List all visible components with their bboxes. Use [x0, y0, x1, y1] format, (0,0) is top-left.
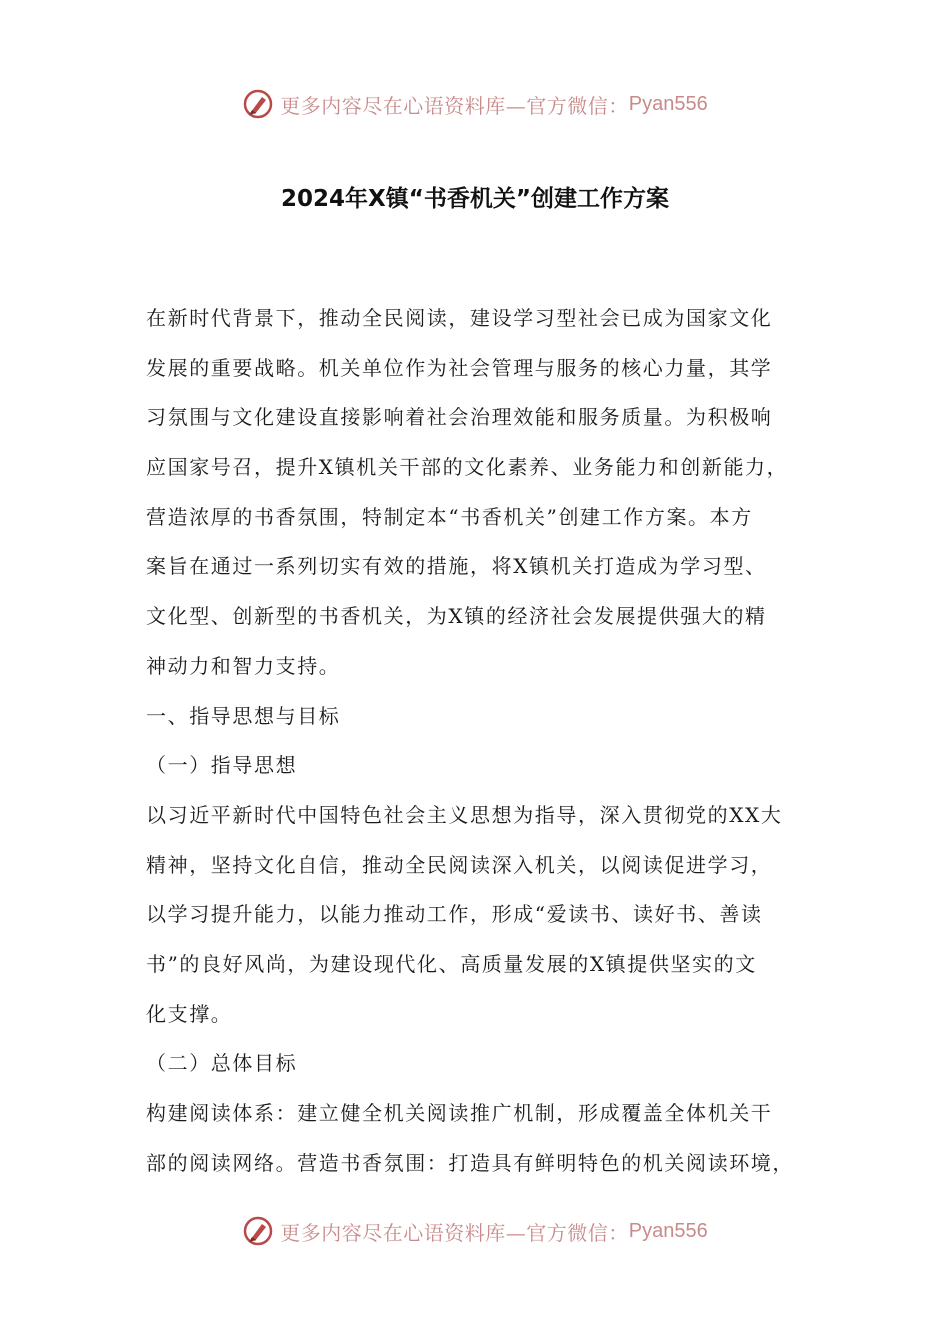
document-title: 2024年X镇“书香机关”创建工作方案	[281, 186, 669, 212]
body-line: 发展的重要战略。机关单位作为社会管理与服务的核心力量，其学	[146, 355, 773, 380]
body-line: 部的阅读网络。营造书香氛围：打造具有鲜明特色的机关阅读环境，	[146, 1150, 794, 1175]
footer-watermark	[0, 1211, 950, 1251]
watermark-text: 更多内容尽在心语资料库—官方微信：	[280, 93, 629, 118]
section-heading: 一、指导思想与目标	[146, 703, 341, 728]
body-line: 习氛围与文化建设直接影响着社会治理效能和服务质量。为积极响	[146, 405, 773, 430]
body-line: 构建阅读体系：建立健全机关阅读推广机制，形成覆盖全体机关干	[146, 1101, 773, 1125]
subsection-heading: （二）总体目标	[146, 1051, 298, 1076]
body-line: 在新时代背景下，推动全民阅读，建设学习型社会已成为国家文化	[146, 306, 773, 330]
pen-nib-logo-icon	[242, 1215, 274, 1247]
body-line: 以学习提升能力，以能力推动工作，形成“爱读书、读好书、善读	[146, 902, 763, 927]
body-line: 以习近平新时代中国特色社会主义思想为指导，深入贯彻党的XX大	[146, 802, 783, 827]
body-line: 化支撑。	[146, 1001, 233, 1026]
body-line: 神动力和智力支持。	[146, 653, 341, 678]
watermark-wechat-id: Pyan556	[628, 92, 708, 115]
body-line: 文化型、创新型的书香机关，为X镇的经济社会发展提供强大的精	[146, 604, 767, 629]
subsection-heading: （一）指导思想	[146, 753, 298, 778]
body-line: 书”的良好风尚，为建设现代化、高质量发展的X镇提供坚实的文	[146, 951, 757, 976]
pen-nib-logo-icon	[242, 88, 274, 120]
body-line: 应国家号召，提升X镇机关干部的文化素养、业务能力和创新能力，	[146, 455, 789, 480]
document-body	[146, 294, 836, 1188]
body-line: 精神，坚持文化自信，推动全民阅读深入机关，以阅读促进学习，	[146, 852, 773, 877]
body-line: 营造浓厚的书香氛围，特制定本“书香机关”创建工作方案。本方	[146, 504, 753, 529]
watermark-text: 更多内容尽在心语资料库—官方微信：	[280, 1220, 629, 1245]
body-line: 案旨在通过一系列切实有效的措施，将X镇机关打造成为学习型、	[146, 554, 767, 579]
watermark-wechat-id: Pyan556	[628, 1219, 708, 1242]
header-watermark	[0, 84, 950, 124]
